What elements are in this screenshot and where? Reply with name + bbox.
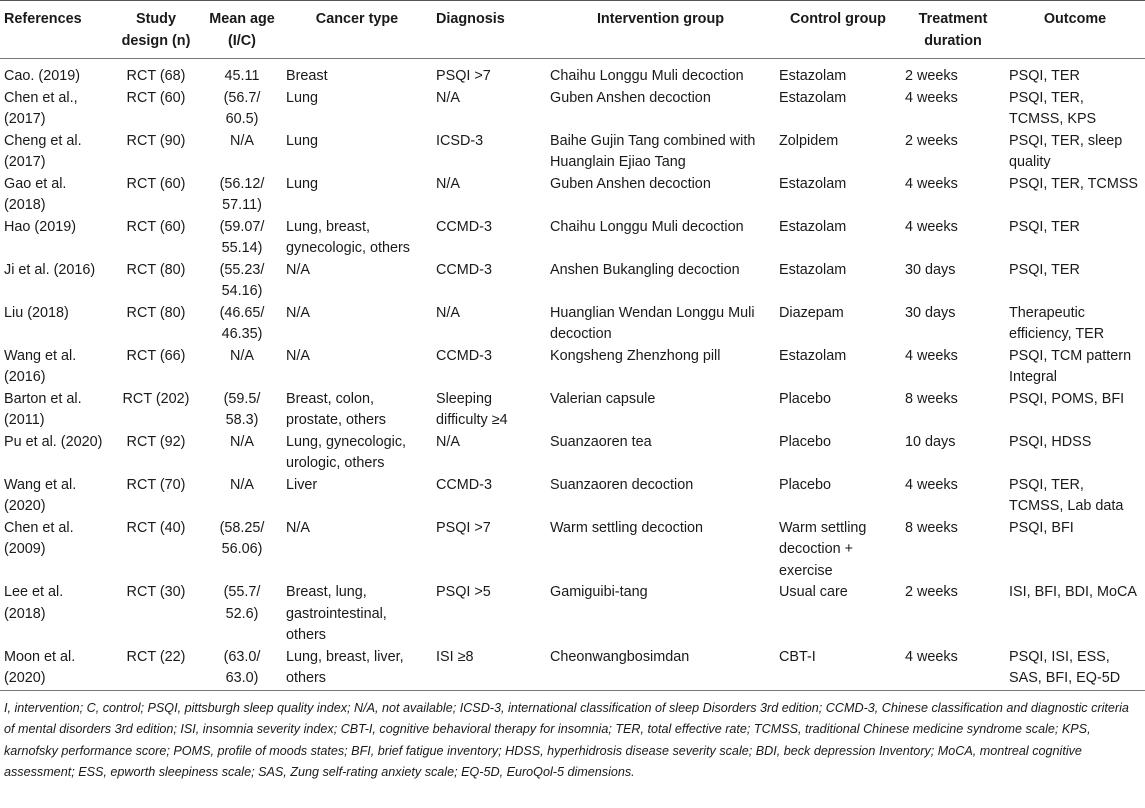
cell-study-design: RCT (60) [126, 218, 186, 235]
table-row [0, 475, 1145, 518]
cell-control: Estazolam [779, 89, 847, 106]
cell-mean-age: (46.65/ 46.35) [219, 304, 265, 342]
cell-control: Estazolam [779, 68, 847, 84]
table-row [0, 260, 1145, 303]
cell-outcome: PSQI, BFI [1009, 519, 1074, 536]
cell-duration: 8 weeks [905, 519, 958, 536]
cell-outcome: PSQI, TER, sleep quality [1009, 132, 1123, 170]
cell-reference: Gao et al. (2018) [4, 175, 67, 213]
cell-duration: 4 weeks [905, 175, 958, 192]
cell-study-design: RCT (80) [126, 261, 186, 278]
cell-reference: Cheng et al. (2017) [4, 132, 82, 170]
cell-duration: 10 days [905, 433, 956, 450]
cell-mean-age: (56.7/ 60.5) [223, 89, 261, 127]
cell-duration: 8 weeks [905, 390, 958, 407]
cell-mean-age: 45.11 [224, 68, 260, 84]
table-row [0, 217, 1145, 260]
cell-reference: Moon et al. (2020) [4, 648, 76, 686]
cell-duration: 4 weeks [905, 648, 958, 665]
table-row [0, 582, 1145, 647]
header-cancer-type: Cancer type [315, 11, 399, 27]
header-control-group: Control group [790, 11, 886, 27]
cell-reference: Cao. (2019) [4, 68, 80, 84]
cell-reference: Hao (2019) [4, 218, 76, 235]
cell-study-design: RCT (92) [126, 433, 186, 450]
cell-study-design: RCT (80) [126, 304, 186, 321]
cell-diagnosis: Sleeping difficulty ≥4 [436, 390, 508, 428]
cell-diagnosis: N/A [436, 433, 460, 450]
cell-control: Placebo [779, 433, 832, 450]
cell-outcome: PSQI, TER [1009, 68, 1080, 84]
cell-study-design: RCT (60) [126, 175, 186, 192]
cell-diagnosis: CCMD-3 [436, 218, 492, 235]
header-diagnosis: Diagnosis [436, 11, 505, 27]
cell-cancer-type: N/A [286, 519, 310, 536]
table-row [0, 59, 1145, 88]
cell-study-design: RCT (40) [126, 519, 186, 536]
cell-control: Estazolam [779, 218, 847, 235]
cell-duration: 4 weeks [905, 476, 958, 493]
cell-study-design: RCT (22) [126, 648, 186, 665]
cell-outcome: PSQI, TER, TCMSS, Lab data [1009, 476, 1124, 514]
table-row [0, 131, 1145, 174]
cell-cancer-type: Breast, lung, gastrointestinal, others [286, 584, 387, 643]
cell-intervention: Suanzaoren tea [550, 433, 652, 450]
table-row [0, 518, 1145, 583]
table-row [0, 389, 1145, 432]
cell-diagnosis: ICSD-3 [436, 132, 484, 149]
cell-cancer-type: Lung [286, 175, 319, 192]
cell-study-design: RCT (70) [126, 476, 186, 493]
cell-diagnosis: CCMD-3 [436, 347, 492, 364]
cell-cancer-type: Lung [286, 89, 319, 106]
cell-outcome: ISI, BFI, BDI, MoCA [1009, 584, 1137, 600]
cell-study-design: RCT (90) [126, 132, 186, 149]
cell-control: Usual care [779, 584, 848, 600]
cell-reference: Wang et al. (2016) [4, 347, 77, 385]
cell-control: Estazolam [779, 347, 847, 364]
cell-mean-age: (59.5/ 58.3) [223, 390, 261, 428]
cell-mean-age: N/A [230, 476, 254, 493]
cell-diagnosis: N/A [436, 175, 460, 192]
cell-mean-age: (59.07/ 55.14) [219, 218, 265, 256]
cell-reference: Wang et al. (2020) [4, 476, 77, 514]
cell-cancer-type: Lung [286, 132, 319, 149]
cell-diagnosis: CCMD-3 [436, 261, 492, 278]
cell-cancer-type: N/A [286, 261, 310, 278]
cell-control: Placebo [779, 476, 832, 493]
cell-reference: Chen et al., (2017) [4, 89, 78, 127]
cell-study-design: RCT (202) [122, 390, 190, 407]
cell-intervention: Guben Anshen decoction [550, 89, 711, 106]
cell-intervention: Warm settling decoction [550, 519, 704, 536]
cell-intervention: Baihe Gujin Tang combined with Huanglain Ejiao Tang [550, 132, 756, 170]
cell-reference: Ji et al. (2016) [4, 261, 96, 278]
table-row [0, 432, 1145, 475]
cell-diagnosis: PSQI >5 [436, 584, 491, 600]
cell-intervention: Huanglian Wendan Longgu Muli decoction [550, 304, 755, 342]
cell-cancer-type: Lung, breast, liver, others [286, 648, 404, 686]
table-row [0, 174, 1145, 217]
cell-mean-age: (63.0/ 63.0) [223, 648, 261, 686]
cell-intervention: Valerian capsule [550, 390, 656, 407]
cell-duration: 4 weeks [905, 218, 958, 235]
cell-control: Placebo [779, 390, 832, 407]
cell-cancer-type: N/A [286, 347, 310, 364]
cell-outcome: PSQI, POMS, BFI [1009, 390, 1125, 407]
cell-reference: Liu (2018) [4, 304, 69, 321]
cell-mean-age: (58.25/ 56.06) [219, 519, 265, 557]
cell-intervention: Suanzaoren decoction [550, 476, 694, 493]
cell-reference: Barton et al. (2011) [4, 390, 82, 428]
cell-cancer-type: Lung, breast, gynecologic, others [286, 218, 410, 256]
cell-reference: Pu et al. (2020) [4, 433, 103, 450]
table-row [0, 303, 1145, 346]
header-mean-age: Mean age (I/C) [209, 11, 275, 49]
cell-intervention: Chaihu Longgu Muli decoction [550, 68, 744, 84]
cell-diagnosis: N/A [436, 304, 460, 321]
cell-study-design: RCT (68) [126, 68, 186, 84]
cell-mean-age: N/A [230, 132, 254, 149]
cell-diagnosis: N/A [436, 89, 460, 106]
cell-control: Diazepam [779, 304, 844, 321]
header-treatment-duration: Treatment duration [918, 11, 988, 49]
cell-diagnosis: PSQI >7 [436, 68, 491, 84]
cell-mean-age: N/A [230, 433, 254, 450]
cell-diagnosis: ISI ≥8 [436, 648, 474, 665]
cell-mean-age: (56.12/ 57.11) [219, 175, 265, 213]
cell-intervention: Kongsheng Zhenzhong pill [550, 347, 721, 364]
cell-diagnosis: PSQI >7 [436, 519, 491, 536]
cell-outcome: PSQI, ISI, ESS, SAS, BFI, EQ-5D [1009, 648, 1121, 686]
cell-control: Estazolam [779, 175, 847, 192]
cell-duration: 2 weeks [905, 584, 958, 600]
header-outcome: Outcome [1043, 11, 1107, 27]
cell-outcome: PSQI, HDSS [1009, 433, 1092, 450]
cell-intervention: Gamiguibi-tang [550, 584, 648, 600]
cell-outcome: Therapeutic efficiency, TER [1009, 304, 1105, 342]
cell-intervention: Anshen Bukangling decoction [550, 261, 740, 278]
cell-control: Estazolam [779, 261, 847, 278]
cell-study-design: RCT (30) [126, 584, 186, 600]
cell-outcome: PSQI, TER, TCMSS [1009, 175, 1139, 192]
cell-cancer-type: Liver [286, 476, 318, 493]
cell-reference: Chen et al. (2009) [4, 519, 74, 557]
cell-reference: Lee et al. (2018) [4, 584, 64, 622]
cell-duration: 4 weeks [905, 347, 958, 364]
cell-study-design: RCT (66) [126, 347, 186, 364]
cell-cancer-type: Lung, gynecologic, urologic, others [286, 433, 407, 471]
header-references: References [4, 11, 82, 27]
cell-control: Warm settling decoction + exercise [779, 519, 867, 579]
cell-cancer-type: N/A [286, 304, 310, 321]
cell-intervention: Guben Anshen decoction [550, 175, 711, 192]
cell-duration: 30 days [905, 304, 956, 321]
cell-cancer-type: Breast [286, 68, 328, 84]
table-body [0, 59, 1145, 691]
cell-outcome: PSQI, TCM pattern Integral [1009, 347, 1132, 385]
cell-duration: 2 weeks [905, 132, 958, 149]
table-row [0, 88, 1145, 131]
cell-duration: 4 weeks [905, 89, 958, 106]
cell-control: CBT-I [779, 648, 816, 665]
cell-duration: 2 weeks [905, 68, 958, 84]
cell-intervention: Cheonwangbosimdan [550, 648, 690, 665]
cell-mean-age: N/A [230, 347, 254, 364]
table-row [0, 346, 1145, 389]
cell-control: Zolpidem [779, 132, 839, 149]
cell-diagnosis: CCMD-3 [436, 476, 492, 493]
cell-outcome: PSQI, TER [1009, 261, 1080, 278]
table-footnote: I, intervention; C, control; PSQI, pittsburgh sleep quality index; N/A, not available; ICSD-3, international classification of sleep Disorders 3rd edition; CCMD-3, Chinese classification and diagnostic criteria of mental disorders 3rd edition; ISI, insomnia severity index; CBT-I, cognitive behavioral therapy for insomnia; TER, total effective rate; TCMSS, traditional Chinese medicine syndrome scale; KPS, karnofsky performance score; POMS, profile of moods states; BFI, brief fatigue inventory; HDSS, hyperhidrosis disease severity scale; BDI, beck depression Inventory; MoCA, montreal cognitive assessment; ESS, epworth sleepiness scale; SAS, Zung self-rating anxiety scale; EQ-5D, EuroQol-5 dimensions. [4, 700, 1129, 779]
cell-outcome: PSQI, TER, TCMSS, KPS [1009, 89, 1097, 127]
cell-study-design: RCT (60) [126, 89, 186, 106]
header-study-design: Study design (n) [121, 11, 191, 49]
cell-mean-age: (55.23/ 54.16) [219, 261, 265, 299]
header-intervention-group: Intervention group [596, 11, 725, 27]
table-row [0, 647, 1145, 691]
cell-intervention: Chaihu Longgu Muli decoction [550, 218, 744, 235]
cell-mean-age: (55.7/ 52.6) [223, 584, 261, 622]
cell-cancer-type: Breast, colon, prostate, others [286, 390, 386, 428]
cell-duration: 30 days [905, 261, 956, 278]
table-header-row [0, 1, 1145, 59]
cell-outcome: PSQI, TER [1009, 218, 1080, 235]
